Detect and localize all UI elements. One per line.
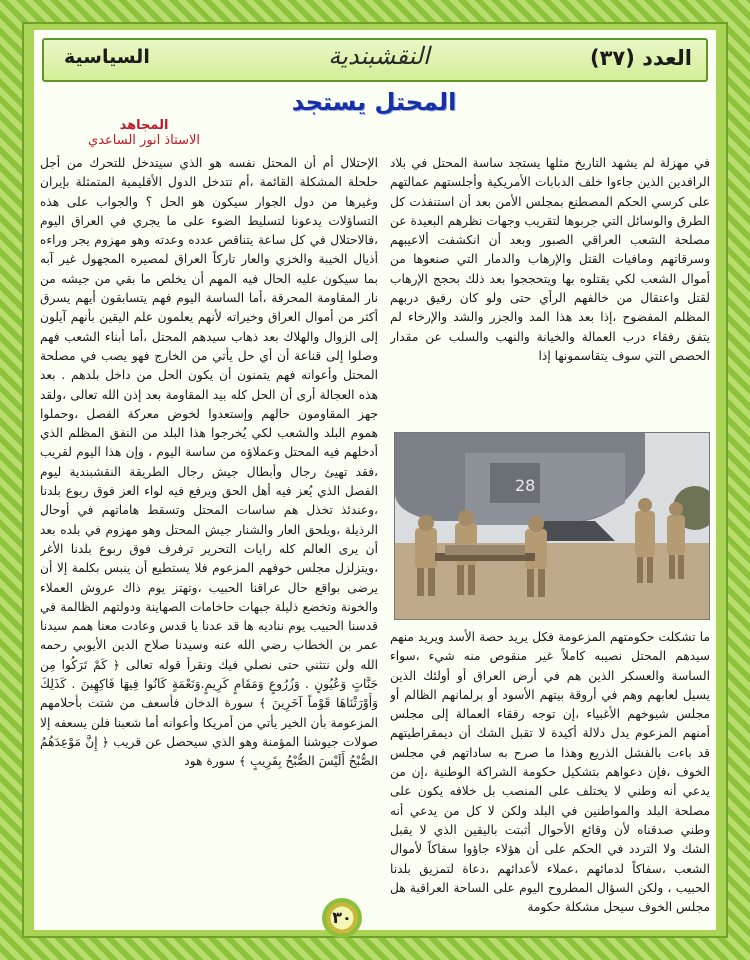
- article-column-right-bottom: [390, 628, 710, 928]
- article-photo: [394, 432, 710, 620]
- article-column-left: [40, 154, 378, 924]
- page-number: ٣٠: [322, 898, 362, 938]
- page-header: [42, 38, 708, 82]
- section-name: السياسية: [64, 46, 150, 68]
- military-helicopter-soldiers-photo: [395, 433, 710, 620]
- article-column-right-top: [390, 154, 710, 428]
- magazine-page: [34, 30, 716, 930]
- article-title: المحتل يستجد: [291, 88, 457, 116]
- issue-number: العدد (٣٧): [589, 46, 692, 70]
- author-title: المجاهد: [119, 118, 169, 133]
- paragraph: الإحتلال أم أن المحتل نفسه هو الذي سيتدخل للتحرك من أجل حلحلة المشكلة القائمة ،أم تتدخل الدول الأقليمية المتمثلة بإيران وغيرها من دول الجوار سيكون هو الحل ؟ والجواب على هذه التساؤلات يدعونا لتسليط الضوء على ما يجري في العراق اليوم ،فالاحتلال في كل ساعة يتناقص عدده وعدته وهو مهزوم يجر وراءه أذيال الخيبة والخزي والعار تاركاً العراق لمصيره المجهول غير آبه بما سيكون عليه الحال فيه المهم أن يخلص ما بقي من جيشه من نار المقاومة المحرقة ،أما الساسة اليوم فهم يتسابقون أيهم يسرق أكثر من أموال العراق وخيراته لأنهم يعلمون علم اليقين بأنهم آيلون إلى الزوال والهلاك بعد ذهاب سيدهم المحتل ،أما أبناء الشعب فهم وصلوا إلى قناعة أن أي حل يأتي من الخارج فهو يصب في مصلحة المحتل وأعوانه فهم يتمنون أن يكون الحل من داخل بلدهم . بعد هذه العجالة أرى أن الحل كله بيد المقاومة بعد إذن الله تعالى ،ولقد جهز المقاومون حالهم وإستعدوا لخوض معركة الفصل ،وحملوا هموم البلد والشعب لكي يُخرجوا هذا البلد من النفق المظلم الذي أدخلهم فيه المحتل وعملاؤه من ساسة اليوم ، وإن هذا اليوم لقريب ،فقد تهيئ رجال وأبطال جيش رجال الطريقة النقشبندية ليوم الفصل الذي يُعز فيه أهل الحق ويرفع فيه لواء العز فوق ربوع بلدنا ،وعندئذ تخذل هم ساسات المحتل وتسقط هاماتهم في أوحال الرذيلة ،ويلحق العار والشنار جيش المحتل وهو مهزوم في بلده بعد أن يرى العالم كله رايات التحرير ترفرف فوق ربوع بلدنا الأغر ،ويتزلزل مجلس خوفهم المزعوم فلا يستطيع أن ينبس بكلمة إلا أن يرضى بواقع حال عراقنا الحبيب ،وتهتز يوم ذاك عروش العملاء والخونة وتخضع ذليلة جبهات حاخامات الصهاينة ودولتهم الظالمة في قدسنا الحبيب يوم نناديه ها قد عدنا يا قدس وعادت معنا همم سيدنا عمر بن الخطاب رضي الله عنه وسيدنا صلاح الدين الأيوبي رحمه الله ولن نتثني حتى نصلي فيك ونقرأ قوله تعالى ﴿ كَمْ تَرَكُوا مِن جَنَّاتٍ وَعُيُونٍ . وَزُرُوعٍ وَمَقَامٍ كَرِيمٍ.وَنَعْمَةٍ كَانُوا فِيهَا فَاكِهِينَ . كَذَلِكَ وَأَوْرَثْنَاهَا قَوْماً آخَرِينَ ﴾ سورة الدخان فأسعف من شتت بأحلامهم المزعومة بأن الخير يأتي من أمريكا وأعوانه أما شعبنا فلن يسعفه إلا صولات جيوشنا المؤمنة وهو الذي سيحصل عن قريب ﴿ إِنَّ مَوْعِدَهُمُ الصُّبْحُ أَلَيْسَ الصُّبْحُ بِقَرِيبٍ ﴾ سورة هود: [40, 156, 378, 769]
- paragraph: ما تشكلت حكومتهم المزعومة فكل يريد حصة الأسد ويريد منهم سيدهم المحتل نصيبه كاملاً غير منقوص منه شيء ،سواء الساسة والعسكر الذين هم في أرض العراق أو أولئك الذين يسيل لعابهم وهم في أروقة بيتهم الأسود أو برلمانهم الظالم أو مجلس شيوخهم الأغبياء ،إن توجه رفقاء العمالة إلى مجلس أمنهم المزعوم يدل دلالة أكيدة لا تقبل الشك أن ديمقراطيتهم قد باءت بالفشل الذريع وهذا ما صرح به ساداتهم في مجلس الخوف ،فإن دعواهم بتشكيل حكومة الشراكة الوطنية ،إن من يدعي أنه وطني لا يختلف على المنصب بل خلافه يكون على مصلحة البلد والمواطنين في البلد ولكن لا كل من يدعي أنه وطني صدقناه لأن وقائع الأحوال أثبتت باليقين الذي لا يقبل الشك ولا التردد في الحكم على أن هؤلاء جاؤوا سفاكاً لأموال الشعب ،سفاكاً لدمائهم ،عملاء لأعدائهم ،دعاة لتمزيق بلدنا الحبيب ، ولكن السؤال المطروح اليوم على الساحة العراقية هل مجلس الخوف سيحل مشكلة حكومة: [390, 630, 710, 915]
- helicopter-marking: 28: [515, 476, 536, 495]
- author-byline: [54, 118, 234, 148]
- paragraph: في مهزلة لم يشهد التاريخ مثلها يستجد ساسة المحتل في بلاد الرافدين الذين جاءوا خلف الدبابات الأمريكية وأجلستهم عمالتهم على كرسي الحكم المصطنع بمجلس الأمن بعد أن استنفذت كل الطرق والوسائل التي جربوها لتقريب وجهات نظرهم البعيدة عن مصلحة الشعب العراقي الصبور وبعد أن انكشفت ألاعيبهم وسرقاتهم ومافيات القتل والإرهاب والدمار التي صنعوها من أموال الشعب لكي يقتلوه بها ويتحججوا بعد ذلك بحجج الإرهاب لقتل واعتقال من خالفهم الرأي حتى ولو كان رفيق دربهم المظلم المفضوح ،إذا بعد هذا المد والجزر والشد والإرخاء لم يتفق رفقاء درب العمالة والخيانة والنهب والسلب عن مقدار الحصص التي سوف يتقاسمونها إذا: [390, 156, 710, 363]
- author-name: الاستاذ انور الساعدي: [88, 133, 200, 148]
- magazine-logo: النقشبندية: [328, 42, 430, 70]
